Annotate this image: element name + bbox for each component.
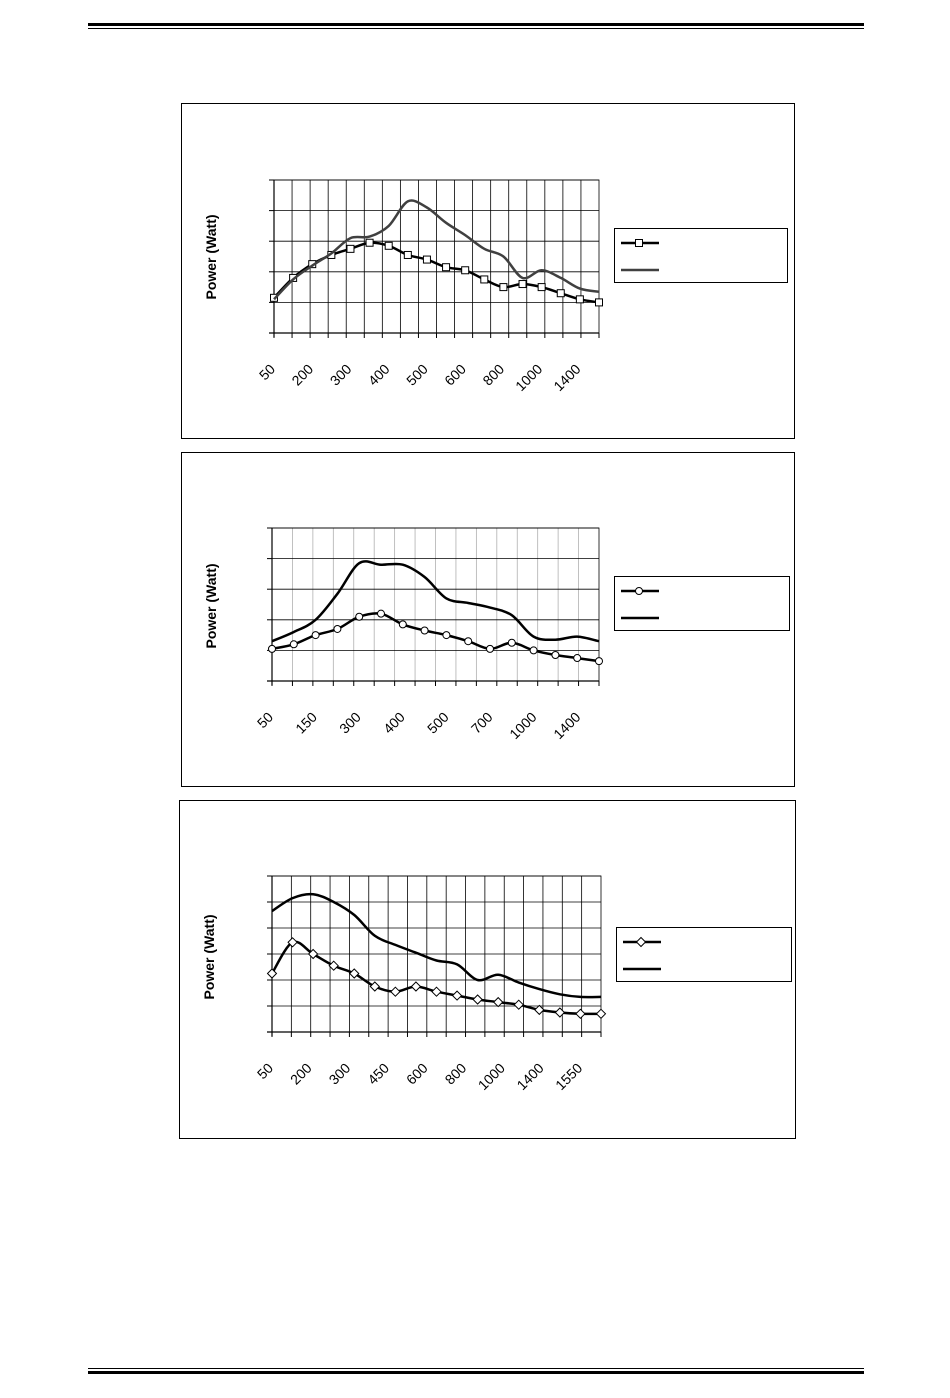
series-1-point [508, 639, 515, 646]
x-tick-label: 50 [253, 1059, 277, 1083]
series-1-point [347, 245, 354, 252]
x-tick-label: 800 [479, 360, 508, 389]
series-1-point [557, 290, 564, 297]
x-tick-label: 600 [441, 360, 470, 389]
y-axis-label: Power (Watt) [203, 563, 219, 649]
series-1-point [538, 284, 545, 291]
bottom-rule-thick [88, 1371, 864, 1374]
series-1-point [530, 647, 537, 654]
chart-panel-3 [179, 800, 796, 1139]
legend-marker-1 [636, 588, 643, 595]
x-tick-label: 400 [380, 708, 408, 737]
series-1-point [269, 645, 276, 652]
series-1-point [366, 239, 373, 246]
series-1-point [453, 991, 462, 1000]
series-1-point [378, 610, 385, 617]
series-1-point [500, 284, 507, 291]
series-1-point [385, 242, 392, 249]
x-tick-label: 150 [292, 708, 321, 737]
series-1-point [576, 1009, 585, 1018]
x-tick-label: 300 [326, 360, 355, 389]
x-tick-label: 1000 [506, 708, 540, 743]
x-tick-label: 500 [403, 360, 431, 389]
legend-1 [614, 228, 788, 283]
chart-panel-2 [181, 452, 795, 787]
series-1-point [596, 658, 603, 665]
series-1-point [462, 267, 469, 274]
x-tick-label: 1000 [474, 1059, 509, 1094]
x-tick-label: 1400 [550, 360, 584, 395]
x-tick-label: 500 [423, 708, 452, 737]
top-rule-thick [88, 23, 864, 26]
series-1-point [423, 256, 430, 263]
series-1-point [404, 251, 411, 258]
x-tick-label: 1000 [512, 360, 546, 395]
x-tick-label: 800 [441, 1059, 470, 1088]
legend-3 [616, 927, 792, 982]
x-tick-label: 450 [364, 1059, 393, 1088]
x-tick-label: 200 [286, 1059, 315, 1088]
x-tick-label: 50 [253, 708, 277, 732]
legend-marker-1 [637, 938, 646, 947]
series-1-point [574, 655, 581, 662]
series-1-point [329, 961, 338, 970]
series-1-point [356, 613, 363, 620]
series-1-point [421, 627, 428, 634]
series-1-point [519, 281, 526, 288]
series-1-point [514, 1000, 523, 1009]
x-tick-label: 300 [325, 1059, 354, 1088]
series-2-line [272, 894, 601, 997]
legend-1-swatches [615, 229, 789, 284]
legend-2 [614, 576, 790, 631]
x-tick-label: 400 [364, 360, 393, 389]
y-axis-label: Power (Watt) [201, 914, 217, 1000]
series-1-point [552, 651, 559, 658]
series-1-point [473, 995, 482, 1004]
y-axis-label: Power (Watt) [203, 214, 219, 300]
x-tick-label: 1400 [550, 708, 584, 743]
series-1-point [411, 982, 420, 991]
series-1-point [432, 987, 441, 996]
series-1-point [597, 1009, 606, 1018]
chart-panel-1 [181, 103, 795, 439]
x-tick-label: 300 [336, 708, 364, 737]
bottom-rule-thin [88, 1368, 864, 1369]
x-tick-label: 50 [255, 360, 279, 384]
x-tick-label: 1400 [513, 1059, 547, 1094]
series-1-point [494, 998, 503, 1007]
top-rule-thin [88, 28, 864, 29]
series-1-point [535, 1005, 544, 1014]
x-tick-label: 700 [467, 708, 496, 737]
series-1-point [443, 264, 450, 271]
series-1-line [272, 942, 601, 1014]
series-1-point [370, 982, 379, 991]
series-1-point [465, 638, 472, 645]
series-1-point [290, 641, 297, 648]
x-tick-label: 1550 [552, 1059, 586, 1094]
series-1-point [555, 1008, 564, 1017]
series-1-point [576, 296, 583, 303]
x-tick-label: 200 [288, 360, 317, 389]
series-1-point [487, 645, 494, 652]
legend-2-swatches [615, 577, 791, 632]
legend-3-swatches [617, 928, 793, 983]
series-1-point [443, 632, 450, 639]
series-1-point [334, 625, 341, 632]
series-1-point [391, 987, 400, 996]
legend-marker-1 [636, 240, 643, 247]
x-tick-label: 600 [402, 1059, 431, 1088]
series-1-point [312, 632, 319, 639]
series-1-point [481, 276, 488, 283]
series-1-point [596, 299, 603, 306]
series-1-point [399, 621, 406, 628]
